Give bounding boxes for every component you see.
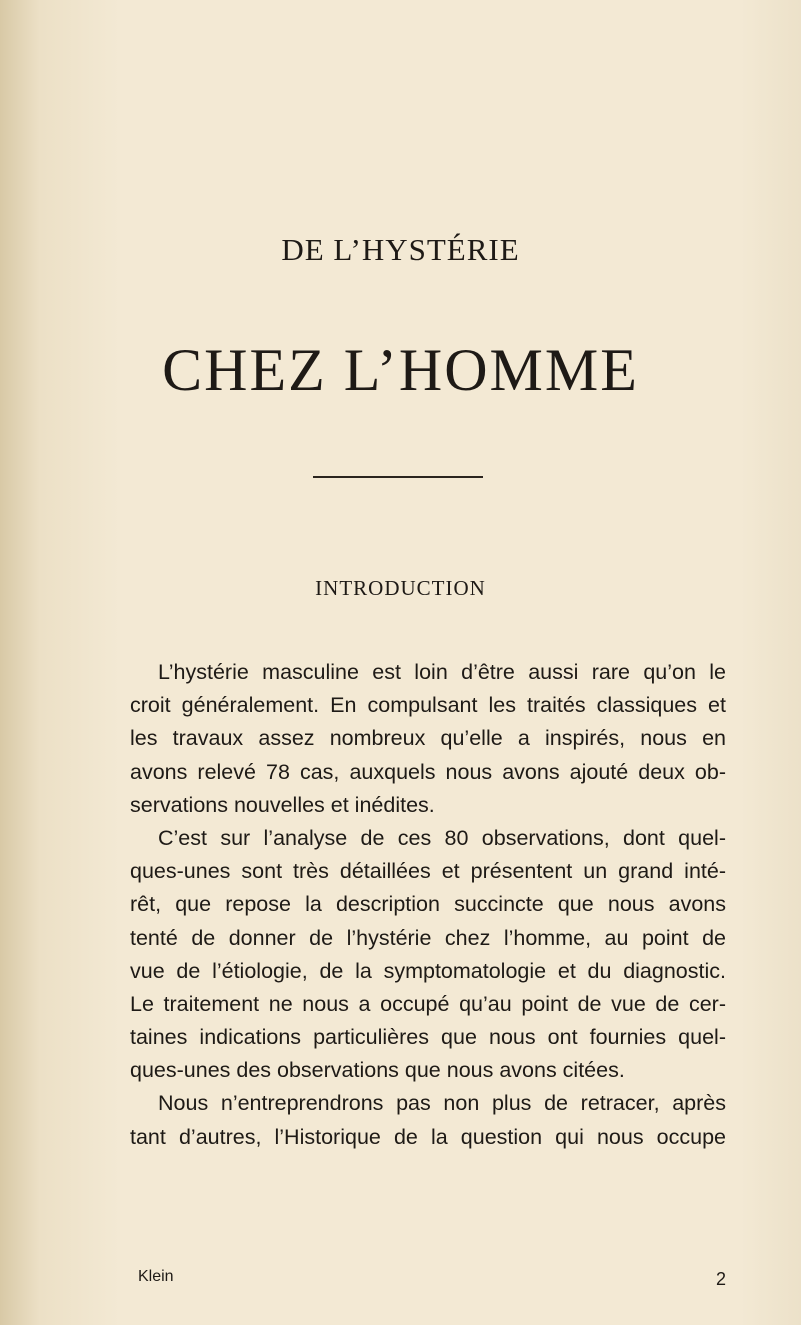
- text-line: Le traitement ne nous a occupé qu’au point de vue de cer-: [130, 991, 726, 1016]
- title-divider: [313, 476, 483, 478]
- text-line: servations nouvelles et inédites.: [130, 792, 435, 817]
- text-line: C’est sur l’analyse de ces 80 observations, dont quel-: [158, 825, 726, 850]
- text-line: Nous n’entreprendrons pas non plus de retracer, après: [158, 1091, 726, 1116]
- text-line: les travaux assez nombreux qu’elle a inspirés, nous en: [130, 726, 726, 751]
- text-line: croit généralement. En compulsant les traités classiques et: [130, 693, 726, 718]
- text-line: tant d’autres, l’Historique de la question qui nous occupe: [130, 1124, 726, 1149]
- body-paragraphs: [130, 656, 726, 1154]
- sheet-number: 2: [715, 1269, 726, 1289]
- printer-signature: Klein: [138, 1268, 174, 1285]
- text-line: tenté de donner de l’hystérie chez l’homme, au point de: [130, 925, 726, 950]
- text-line: avons relevé 78 cas, auxquels nous avons ajouté deux ob-: [130, 759, 726, 784]
- title-line-1: DE L’HYSTÉRIE: [281, 232, 520, 267]
- text-line: L’hystérie masculine est loin d’être aussi rare qu’on le: [158, 660, 726, 684]
- text-line: taines indications particulières que nous ont fournies quel-: [130, 1025, 726, 1050]
- section-heading: INTRODUCTION: [315, 576, 486, 600]
- title-line-2: CHEZ L’HOMME: [162, 337, 639, 403]
- text-line: ques-unes sont très détaillées et présentent un grand inté-: [130, 859, 726, 884]
- text-line: vue de l’étiologie, de la symptomatologie et du diagnostic.: [130, 958, 726, 983]
- text-line: rêt, que repose la description succincte que nous avons: [130, 892, 726, 917]
- text-line: ques-unes des observations que nous avons citées.: [130, 1058, 625, 1083]
